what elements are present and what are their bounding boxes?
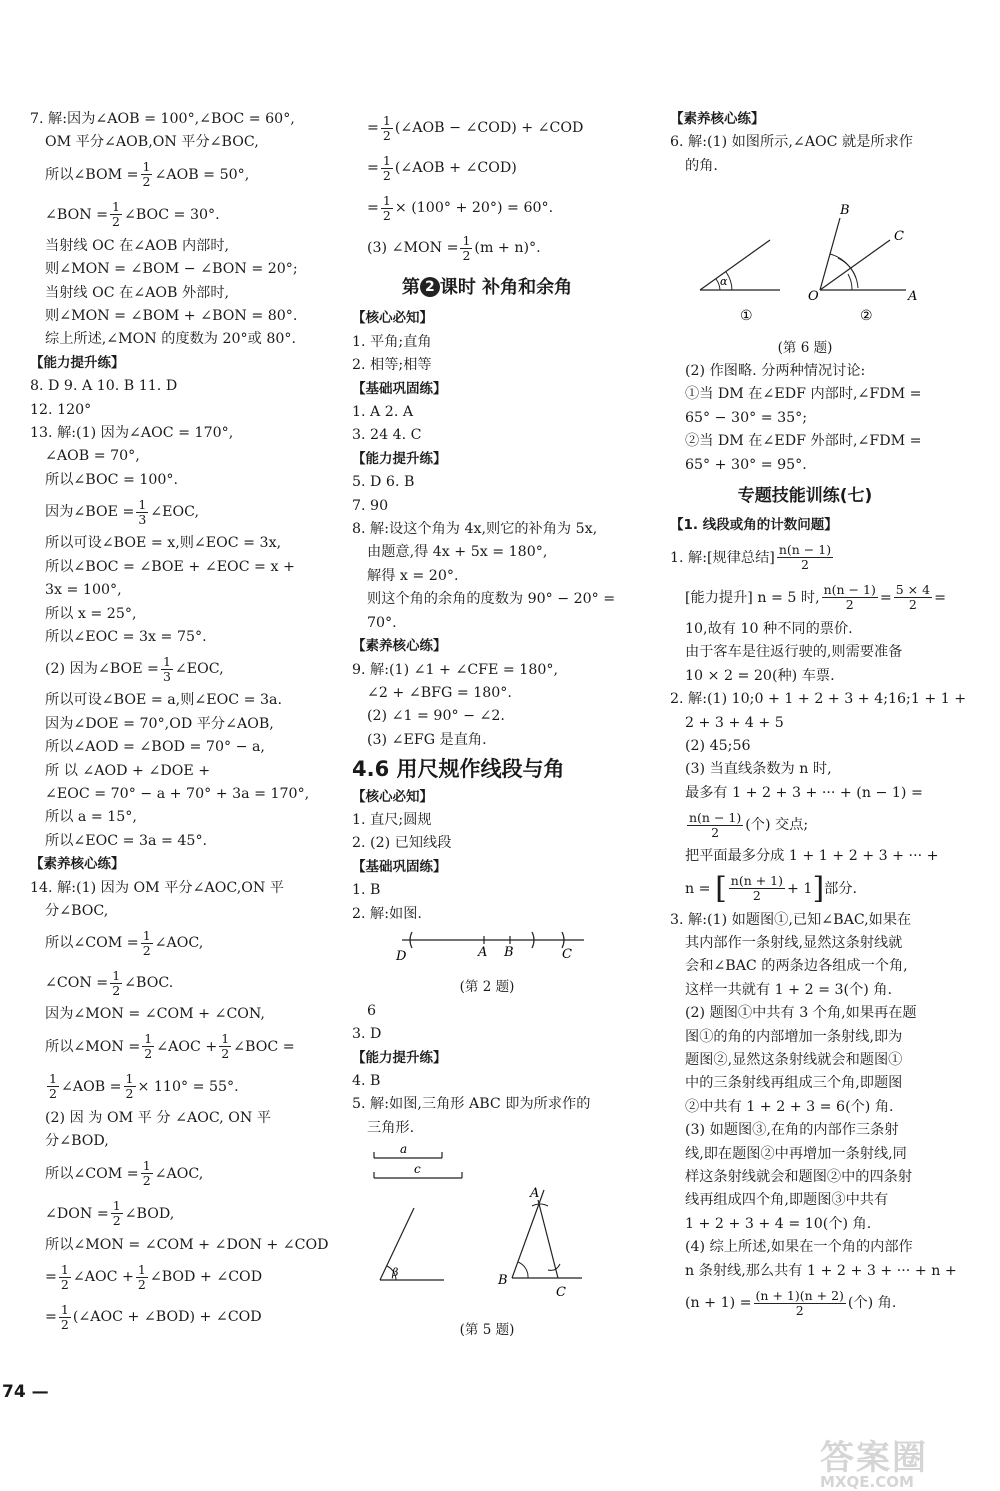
text-line: (2) 因 为 OM 平 分 ∠AOC, ON 平 [45,1109,271,1126]
point-label: O [808,289,819,305]
math-line: $\frac{n(n - 1)}{2}$ (个) 交点; [689,809,809,840]
text-line: 所以∠AOD = ∠BOD = 70° − a, [45,739,265,756]
math-line: (n + 1) = $\frac{(n + 1)(n + 2)}{2}$ (个) 角. [685,1287,897,1318]
text-line: 分∠BOC, [45,902,109,919]
point-label: A [478,944,488,960]
math-line: = $\frac{1}{2}$ (∠AOC + ∠BOD) + ∠COD [45,1301,262,1332]
text-line: 2 + 3 + 4 + 5 [685,714,784,731]
text-line: 线再组成四个角,即题图③中共有 [685,1192,889,1209]
answer-line: 3. 24 4. C [352,427,422,444]
lesson-title: 第 2 课时 补角和余角 [401,277,573,298]
answer-line: 5. D 6. B [352,474,415,491]
point-label: D [396,948,407,964]
fraction: $\frac{1}{2}$ [112,199,120,230]
text-line: 由于客车是往返行驶的,则需要准备 [685,644,903,661]
text-line: 14. 解:(1) 因为 OM 平分∠AOC,ON 平 [30,879,284,896]
answer-line: 7. 90 [352,497,389,514]
text-line: 其内部作一条射线,显然这条射线就 [685,934,903,951]
text-line: 则∠MON = ∠BOM + ∠BON = 80°. [45,308,298,325]
math-line: ∠CON = $\frac{1}{2}$ ∠BOC. [45,967,174,998]
answer-line: 12. 120° [30,401,92,418]
point-label: A [530,1186,540,1202]
answer-line: 2. 相等;相等 [352,357,432,374]
fraction: $\frac{n(n + 1)}{2}$ [730,873,784,904]
fraction: $\frac{1}{2}$ [125,1071,134,1102]
text-line: ∠AOB = 70°, [45,448,140,465]
text-line: 所以可设∠BOE = x,则∠EOC = 3x, [45,535,282,552]
answer-line: 1. B [352,882,381,899]
math-line: 所以∠COM = $\frac{1}{2}$ ∠AOC, [45,927,204,958]
point-label: B [504,944,514,960]
fraction: $\frac{1}{2}$ [142,927,151,958]
answer-line: 6 [367,1002,377,1019]
text-line: ∠EOC = 70° − a + 70° + 3a = 170°, [45,785,310,802]
fraction: $\frac{1}{2}$ [142,1158,151,1189]
math-line: [能力提升] n = 5 时, $\frac{n(n - 1)}{2}$ = $\frac{5 \times 4}{2}$ = [685,582,946,613]
math-line: = $\frac{1}{2}$ (∠AOB − ∠COD) + ∠COD [367,112,584,143]
answer-line: 1. 直尺;圆规 [352,811,432,828]
text-line: 所以∠BOC = 100°. [45,471,179,488]
text-line: 10 × 2 = 20(种) 车票. [685,667,835,684]
text-line: ②中共有 1 + 2 + 3 = 6(个) 角. [685,1098,894,1115]
text-line: 所以可设∠BOE = a,则∠EOC = 3a. [45,692,283,709]
text-line: (2) 题图①中共有 3 个角,如果再在题 [685,1005,917,1022]
text-line: 三角形. [367,1119,415,1136]
math-line: $\frac{1}{2}$ ∠AOB = $\frac{1}{2}$ × 110° = 55°. [49,1071,239,1102]
text-line: 2. 解:(1) 10;0 + 1 + 2 + 3 + 4;16;1 + 1 + [670,691,967,708]
text-line: 10,故有 10 种不同的票价. [685,620,853,637]
math-line: 1. 解:[规律总结] $\frac{n(n - 1)}{2}$ [670,542,832,573]
point-label: B [840,203,850,219]
text-line: ∠2 + ∠BFG = 180°. [367,684,512,701]
math-line: (3) ∠MON = $\frac{1}{2}$ (m + n)°. [367,232,541,263]
fraction: $\frac{1}{2}$ [382,192,391,223]
text-line: 8. 解:设这个角为 4x,则它的补角为 5x, [352,521,598,538]
text-line: 65° + 30° = 95°. [685,456,807,473]
angle-label: α [720,275,728,289]
segment-label: c [414,1162,421,1177]
fraction: $\frac{1}{3}$ [138,496,147,527]
fraction: $\frac{1}{2}$ [60,1261,69,1292]
lesson-number-badge: 2 [420,277,440,297]
figure-5-triangle [352,1140,622,1310]
text-line: 65° − 30° = 35°; [685,409,808,426]
text-line: ①当 DM 在∠EDF 内部时,∠FDM = [685,386,922,403]
text-line: 会和∠BAC 的两条边各组成一个角, [685,958,908,975]
text-line: 由题意,得 4x + 5x = 180°, [367,544,548,561]
math-line: n = [ $\frac{n(n + 1)}{2}$ + 1]部分. [685,870,858,906]
answer-line: 1. A 2. A [352,404,414,421]
text-line: (2) ∠1 = 90° − ∠2. [367,708,505,725]
column-3 [670,108,967,1323]
fraction: $\frac{1}{2}$ [144,1031,153,1062]
section-header: 【1. 线段或角的计数问题】 [670,517,838,534]
answer-line: 4. B [352,1073,381,1089]
text-line: 图①的角的内部增加一条射线,即为 [685,1028,903,1045]
column-2 [352,108,622,1342]
text-line: 所以 a = 15°, [45,809,137,826]
text-line: 题图②,显然这条射线就会和题图① [685,1051,903,1068]
figure-2-segment [352,926,622,968]
fraction: $\frac{1}{2}$ [137,1261,146,1292]
figure-6-angles [670,178,940,328]
text-line: 解得 x = 20°. [367,567,459,584]
math-line: ∠BON = $\frac{1}{2}$ ∠BOC = 30°. [45,199,220,230]
text-line: 这样一共就有 1 + 2 = 3(个) 角. [685,981,892,998]
fraction: $\frac{1}{2}$ [60,1301,69,1332]
text-line: (3) ∠EFG 是直角. [367,731,487,748]
section-header: 【基础巩固练】 [352,380,447,397]
text-line: 13. 解:(1) 因为∠AOC = 170°, [30,425,234,442]
point-label: C [894,229,904,245]
fraction: $\frac{n(n - 1)}{2}$ [823,582,876,613]
point-label: C [562,946,572,962]
section-header: 【核心必知】 [352,788,433,805]
text-line: 最多有 1 + 2 + 3 + ··· + (n − 1) = [685,784,923,801]
topic-title: 专题技能训练(七) [737,486,873,507]
answer-line: 1. 平角;直角 [352,333,432,350]
section-title: 4.6 用尺规作线段与角 [352,757,565,782]
section-header: 【能力提升练】 [352,450,447,467]
math-line: = $\frac{1}{2}$ ∠AOC + $\frac{1}{2}$ ∠BOD + ∠COD [45,1261,263,1292]
angle-label: β [392,1266,399,1280]
answer-line: 2. (2) 已知线段 [352,835,452,852]
fraction: $\frac{1}{2}$ [462,232,471,263]
math-line: 所以∠COM = $\frac{1}{2}$ ∠AOC, [45,1158,204,1189]
text-line: (3) 如题图③,在角的内部作三条射 [685,1122,899,1139]
fraction: $\frac{1}{2}$ [112,967,121,998]
text-line: 所以∠MON = ∠COM + ∠DON + ∠COD [45,1236,329,1253]
section-header: 【能力提升练】 [352,1049,447,1066]
text-line: 则这个角的余角的度数为 90° − 20° = [367,591,616,608]
fraction: $\frac{1}{2}$ [382,152,391,183]
text-line: 把平面最多分成 1 + 1 + 2 + 3 + ··· + [685,848,939,865]
figure-caption: (第 5 题) [459,1321,515,1338]
fraction: $\frac{5 \times 4}{2}$ [895,582,931,613]
watermark-logo [820,1430,995,1491]
text-line: 的角. [685,157,718,174]
watermark-text: 答案圈 [820,1438,928,1478]
answer-line: 2. 解:如图. [352,905,422,922]
figure-number: ② [860,308,873,325]
text-line: n 条射线,那么共有 1 + 2 + 3 + ··· + n + [685,1262,957,1279]
text-line: 70°. [367,614,397,631]
math-line: 所以∠MON = $\frac{1}{2}$ ∠AOC + $\frac{1}{2}$ ∠BOC = [45,1031,295,1062]
fraction: $\frac{1}{2}$ [142,159,151,190]
math-line: 所以∠BOM = $\frac{1}{2}$ ∠AOB = 50°, [45,159,250,190]
text-line: (4) 综上所述,如果在一个角的内部作 [685,1239,913,1256]
math-line: = $\frac{1}{2}$ × (100° + 20°) = 60°. [367,192,554,223]
watermark-site: MXQE.COM [820,1473,914,1491]
figure-caption: (第 2 题) [459,979,515,996]
text-line: (3) 当直线条数为 n 时, [685,761,832,778]
fraction: $\frac{1}{2}$ [382,112,391,143]
fraction: $\frac{1}{2}$ [112,1198,121,1229]
text-line: 中的三条射线再组成三个角,即题图 [685,1075,903,1092]
text-line: 当射线 OC 在∠AOB 外部时, [45,284,230,301]
figure-number: ① [740,308,753,325]
text-line: 线,即在题图②中再增加一条射线,同 [685,1145,907,1162]
text-line: 所 以 ∠AOD + ∠DOE + [45,762,211,779]
text-line: 所以∠BOC = ∠BOE + ∠EOC = x + [45,558,295,575]
section-header: 【基础巩固练】 [352,858,447,875]
fraction: $\frac{1}{3}$ [162,653,171,684]
point-label: C [556,1285,566,1301]
text-line: 当射线 OC 在∠AOB 内部时, [45,237,230,254]
text-line: 因为∠DOE = 70°,OD 平分∠AOB, [45,715,274,732]
text-line: 综上所述,∠MON 的度数为 20°或 80°. [45,331,296,348]
section-header: 【能力提升练】 [30,354,125,371]
fraction: $\frac{(n + 1)(n + 2)}{2}$ [755,1287,844,1318]
text-line: 所以 x = 25°, [45,605,137,622]
answer-line: 8. D 9. A 10. B 11. D [30,378,178,395]
point-label: B [498,1273,508,1289]
text-line: 所以∠EOC = 3x = 75°. [45,628,207,645]
column-1 [30,108,329,1337]
text-line: 因为∠MON = ∠COM + ∠CON, [45,1006,265,1023]
answer-line: 3. D [352,1026,382,1043]
section-header: 【核心必知】 [352,310,433,327]
text-line: 3x = 100°, [45,582,122,599]
text-line: (2) 作图略. 分两种情况讨论: [685,363,866,380]
section-header: 【素养核心练】 [670,111,765,127]
text-line: 9. 解:(1) ∠1 + ∠CFE = 180°, [352,661,558,678]
text-line: ②当 DM 在∠EDF 外部时,∠FDM = [685,433,922,450]
text-line: 6. 解:(1) 如图所示,∠AOC 就是所求作 [670,134,913,151]
text-line: 所以∠EOC = 3a = 45°. [45,832,208,849]
text-line: 3. 解:(1) 如题图①,已知∠BAC,如果在 [670,911,912,928]
fraction: $\frac{n(n - 1)}{2}$ [689,809,742,840]
text-line: 样这条射线就会和题图②中的四条射 [685,1169,913,1185]
point-label: A [908,289,918,305]
text-line: 则∠MON = ∠BOM − ∠BON = 20°; [45,261,298,278]
text-line: 7. 解:因为∠AOB = 100°,∠BOC = 60°, [30,111,295,127]
math-line: (2) 因为∠BOE = $\frac{1}{3}$ ∠EOC, [45,653,224,684]
text-line: OM 平分∠AOB,ON 平分∠BOC, [45,134,259,151]
section-header: 【素养核心练】 [30,856,125,873]
math-line: 因为∠BOE = $\frac{1}{3}$ ∠EOC, [45,496,200,527]
fraction: $\frac{1}{2}$ [221,1031,230,1062]
fraction: $\frac{n(n - 1)}{2}$ [778,542,832,573]
fraction: $\frac{1}{2}$ [49,1071,57,1102]
text-line: 5. 解:如图,三角形 ABC 即为所求作的 [352,1096,591,1113]
text-line: 分∠BOD, [45,1133,109,1150]
section-header: 【素养核心练】 [352,638,447,655]
figure-caption: (第 6 题) [777,339,833,356]
text-line: (2) 45;56 [685,737,751,754]
math-line: ∠DON = $\frac{1}{2}$ ∠BOD, [45,1198,175,1229]
segment-label: a [400,1142,408,1157]
page-number: 74 — [2,1382,49,1402]
text-line: 1 + 2 + 3 + 4 = 10(个) 角. [685,1215,872,1232]
math-line: = $\frac{1}{2}$ (∠AOB + ∠COD) [367,152,517,183]
